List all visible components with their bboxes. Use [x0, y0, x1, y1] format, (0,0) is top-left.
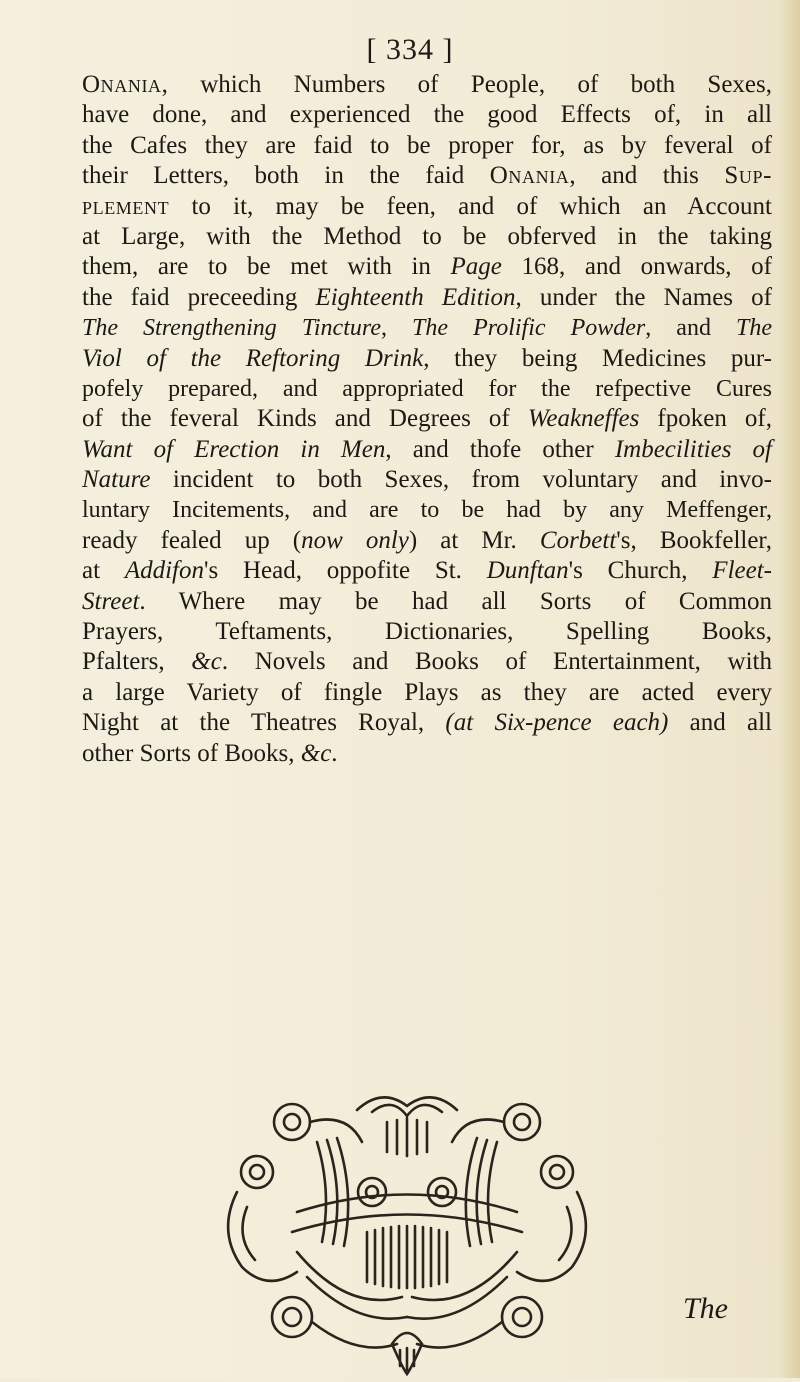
text-line: at Addifon's Head, oppofite St. Dunftan's Church, Fleet-: [82, 557, 772, 585]
text-line: of the feveral Kinds and Degrees of Weakneffes fpoken of,: [82, 405, 772, 433]
text-line: the faid preceeding Eighteenth Edition, under the Names of: [82, 283, 772, 311]
text-line: Prayers, Teftaments, Dictionaries, Spelling Books,: [82, 618, 772, 646]
text-line: Street. Where may be had all Sorts of Common: [82, 587, 772, 615]
floral-tailpiece-ornament-icon: [197, 1082, 617, 1382]
text-line: have done, and experienced the good Effects of, in all: [82, 101, 772, 129]
text-line: Nature incident to both Sexes, from voluntary and invo-: [82, 466, 772, 494]
text-line: at Large, with the Method to be obferved in the taking: [82, 222, 772, 250]
text-line: The Strengthening Tincture, The Prolific Powder, and The: [82, 315, 773, 342]
text-line: a large Variety of fingle Plays as they are acted every: [82, 678, 772, 706]
text-line: the Cafes they are faid to be proper for, as by feveral of: [82, 131, 772, 159]
catchword: The: [683, 1292, 728, 1325]
text-line: plement to it, may be feen, and of which an Account: [82, 192, 772, 220]
page-number: [ 334 ]: [366, 33, 454, 66]
text-line: luntary Incitements, and are to be had by any Meffenger,: [82, 497, 772, 524]
text-line: Want of Erection in Men, and thofe other Imbecilities of: [82, 435, 772, 463]
text-line: Viol of the Reftoring Drink, they being Medicines pur-: [82, 344, 772, 372]
text-line: Pfalters, &c. Novels and Books of Entertainment, with: [82, 648, 772, 676]
text-line: them, are to be met with in Page 168, and onwards, of: [82, 253, 772, 281]
page-edge-shadow: [778, 0, 800, 1378]
body-paragraph: [82, 70, 772, 769]
text-line: Night at the Theatres Royal, (at Six-pence each) and all: [82, 709, 772, 737]
text-line: pofely prepared, and appropriated for the refpective Cures: [82, 375, 772, 402]
text-line: other Sorts of Books, &c.: [82, 739, 338, 767]
text-line: Onania, which Numbers of People, of both Sexes,: [82, 71, 772, 98]
text-line: ready fealed up (now only) at Mr. Corbett's, Bookfeller,: [82, 526, 773, 554]
text-line: their Letters, both in the faid Onania, and this Sup-: [82, 162, 772, 190]
